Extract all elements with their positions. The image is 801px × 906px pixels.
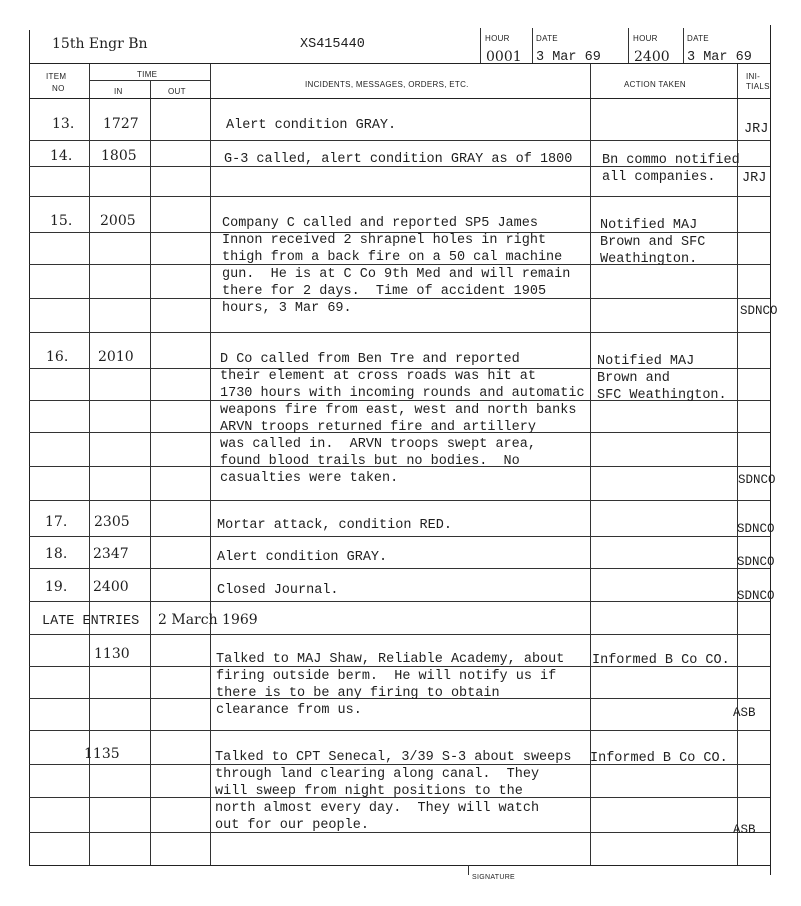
action-taken: Bn commo notified all companies. — [602, 153, 740, 185]
late-entries-label: LATE ENTRIES — [42, 614, 140, 629]
incident-text: Company C called and reported SP5 James Innon received 2 shrapnel holes in right thigh from a back fire on a 50 cal machine gun. He is at C Co 9th Med and will remain there for 2 days. Time of accident 1905 hours, 3 Mar 69. — [222, 216, 571, 316]
row-line — [29, 140, 770, 141]
initials: SDNCO — [737, 522, 775, 536]
initials: JRJ — [742, 171, 767, 186]
signature-divider — [468, 865, 469, 875]
row-line — [29, 601, 770, 602]
incident-text: Talked to CPT Senecal, 3/39 S-3 about sweeps through land clearing along canal. They will sweep from night positions to the north almost every day. They will watch out for our people. — [215, 750, 572, 833]
map-reference: XS415440 — [300, 37, 365, 52]
action-taken: Informed B Co CO. — [592, 653, 730, 668]
row-line — [29, 332, 770, 333]
incident-text: Talked to MAJ Shaw, Reliable Academy, about firing outside berm. He will notify us if there is to be any firing to obtain clearance from us. — [216, 652, 565, 718]
unit-name: 15th Engr Bn — [52, 36, 148, 52]
initials: SDNCO — [738, 473, 776, 487]
action-taken: Notified MAJ Brown and SFC Weathington. — [600, 218, 706, 267]
hdr-div-1 — [480, 28, 481, 63]
row-line — [29, 568, 770, 569]
hdr-div-3 — [628, 28, 629, 63]
incident-text: Closed Journal. — [217, 583, 339, 598]
from-hour: 0001 — [486, 49, 522, 65]
incident-text: Alert condition GRAY. — [217, 550, 388, 565]
time-in: 2347 — [93, 546, 129, 562]
row-line — [29, 196, 770, 197]
row-line — [29, 634, 770, 635]
time-in: 1805 — [101, 148, 137, 164]
col-divider-out — [210, 63, 211, 865]
incident-text: Mortar attack, condition RED. — [217, 518, 452, 533]
from-hour-label: HOUR — [485, 34, 510, 43]
col-header-action: ACTION TAKEN — [624, 80, 686, 89]
initials: JRJ — [744, 122, 769, 137]
incident-text: D Co called from Ben Tre and reported their element at cross roads was hit at 1730 hours with incoming rounds and automatic weapons fire from east, west and north banks ARVN troops returned fire and artillery was called in. ARVN troops swept area, found blood trails but no bodies. No casualties were taken. — [220, 352, 585, 486]
from-date-label: DATE — [536, 34, 558, 43]
row-line — [29, 500, 770, 501]
hdr-div-2 — [532, 28, 533, 63]
initials: SDNCO — [737, 555, 775, 569]
row-line — [29, 536, 770, 537]
item-number: 17. — [45, 514, 68, 530]
border-left — [29, 30, 30, 865]
column-header-bottom — [29, 98, 770, 99]
to-hour-label: HOUR — [633, 34, 658, 43]
col-header-incidents: INCIDENTS, MESSAGES, ORDERS, ETC. — [305, 80, 469, 89]
initials: ASB — [733, 823, 756, 837]
incident-text: G-3 called, alert condition GRAY as of 1800 — [224, 152, 573, 167]
to-date: 3 Mar 69 — [687, 50, 752, 65]
incident-text: Alert condition GRAY. — [226, 118, 397, 133]
time-in: 2305 — [94, 514, 130, 530]
col-header-time: TIME — [137, 70, 158, 79]
item-number: 15. — [50, 213, 73, 229]
initials: SDNCO — [737, 589, 775, 603]
late-entries-date: 2 March 1969 — [158, 612, 258, 628]
col-header-initials: INI- TIALS — [746, 72, 770, 91]
col-divider-incidents — [590, 63, 591, 865]
col-divider-in — [150, 80, 151, 865]
initials: SDNCO — [740, 304, 778, 318]
col-header-item: ITEM — [46, 72, 67, 81]
item-number: 19. — [45, 579, 68, 595]
to-hour: 2400 — [634, 49, 670, 65]
time-in: 2010 — [98, 349, 134, 365]
hdr-div-4 — [683, 28, 684, 63]
from-date: 3 Mar 69 — [536, 50, 601, 65]
time-in: 1130 — [94, 646, 130, 662]
time-in: 1135 — [84, 746, 120, 762]
border-right — [770, 25, 771, 875]
col-header-item-no: NO — [52, 84, 65, 93]
time-in: 1727 — [103, 116, 139, 132]
item-number: 13. — [52, 116, 75, 132]
signature-label: SIGNATURE — [472, 874, 516, 881]
item-number: 16. — [46, 349, 69, 365]
time-in: 2005 — [100, 213, 136, 229]
item-number: 18. — [45, 546, 68, 562]
to-date-label: DATE — [687, 34, 709, 43]
row-line — [29, 730, 770, 731]
col-header-in: IN — [114, 87, 123, 96]
action-taken: Notified MAJ Brown and SFC Weathington. — [597, 354, 727, 403]
time-in: 2400 — [93, 579, 129, 595]
col-header-out: OUT — [168, 87, 186, 96]
col-divider-item — [89, 63, 90, 865]
table-bottom-line — [29, 865, 770, 866]
initials: ASB — [733, 706, 756, 720]
item-number: 14. — [50, 148, 73, 164]
action-taken: Informed B Co CO. — [590, 751, 728, 766]
